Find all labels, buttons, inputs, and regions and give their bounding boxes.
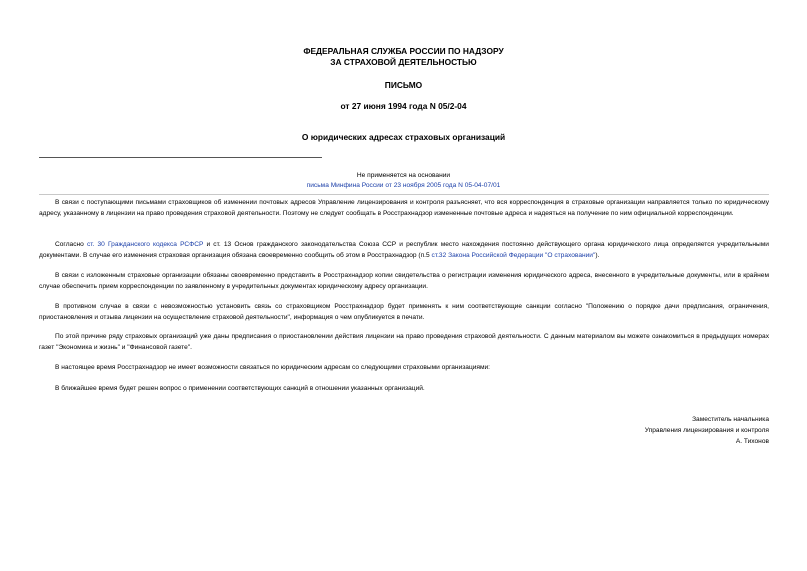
status-note-link[interactable]: письма Минфина России от 23 ноября 2005 года N 05-04-07/01	[306, 182, 501, 189]
paragraph-text: В ближайшее время будет решен вопрос о применении соответствующих санкций в отношении указанных организаций.	[55, 385, 425, 392]
paragraph-text: В связи с изложенным страховые организации обязаны своевременно представить в Росстрахнадзор копии свидетельства о регистрации изменения юридического адреса, внесенного в учредительные документы, или в крайнем случае обеспечить прием корреспонденции по заявленному в учредительных документах юридическому адресу организации.	[39, 272, 769, 290]
paragraph-2-prefix: Согласно	[55, 241, 87, 248]
paragraph-7	[39, 384, 769, 395]
paragraph-1	[39, 198, 769, 219]
signatory-position-line-1: Заместитель начальника	[692, 416, 769, 423]
paragraph-text: По этой причине ряду страховых организаций уже даны предписания о приостановлении действия лицензии на право проведения страховой деятельности. С данным материалом вы можете ознакомиться в предыдущих номерах газет "Экономика и жизнь" и "Финансовой газете".	[39, 333, 769, 351]
document-subject: О юридических адресах страховых организаций	[301, 132, 506, 142]
status-note	[0, 181, 807, 190]
paragraph-4	[39, 302, 769, 323]
document-type: ПИСЬМО	[384, 80, 423, 90]
document-date-number: от 27 июня 1994 года N 05/2-04	[340, 101, 467, 111]
paragraph-text: В связи с поступающими письмами страховщиков об изменении почтовых адресов Управление лицензирования и контроля разъясняет, что вся корреспонденция в страховые организации направляется только по юридическому адресу, указанному в лицензии на право проведения страховой деятельности. Поэтому не следует сообщать в Росстрахнадзор измененные почтовые адреса и надеяться на получение по ним официальной корреспонденции.	[39, 199, 769, 217]
paragraph-2-suffix: ).	[595, 251, 600, 259]
insurance-law-link[interactable]: ст.32 Закона Российской Федерации "О страховании"	[431, 251, 596, 259]
paragraph-text: В противном случае в связи с невозможностью установить связь со страховщиком Росстрахнадзор будет применять к ним соответствующие санкции согласно "Положению о порядке дачи предписания, ограничения, приостановления и отзыва лицензии на осуществление страховой деятельности", информация о чем опубликуется в печати.	[39, 303, 769, 321]
paragraph-2	[39, 240, 769, 261]
authority-line-1: ФЕДЕРАЛЬНАЯ СЛУЖБА РОССИИ ПО НАДЗОРУ	[303, 46, 504, 56]
header-divider	[39, 157, 322, 158]
paragraph-5	[39, 332, 769, 353]
body-divider	[39, 194, 769, 195]
issuing-authority	[0, 46, 807, 68]
paragraph-2-middle: и ст. 13 Основ гражданского законодательства Союза ССР и республик место нахождения постоянно действующего органа юридического лица определяется учредительными документами. В случае его изменения страховая организация обязана своевременно сообщить об этом в Росстрахнадзор (п.5	[39, 241, 769, 259]
signatory-name: А. Тихонов	[735, 438, 769, 445]
status-note-text: Не применяется на основании	[356, 172, 451, 179]
paragraph-3	[39, 271, 769, 292]
signatory-position-line-2: Управления лицензирования и контроля	[644, 427, 769, 434]
paragraph-6	[39, 363, 769, 374]
paragraph-text: В настоящее время Росстрахнадзор не имеет возможности связаться по юридическим адресам со следующими страховыми организациями:	[55, 364, 491, 371]
paragraph-text	[39, 240, 769, 261]
authority-line-2: ЗА СТРАХОВОЙ ДЕЯТЕЛЬНОСТЬЮ	[330, 57, 477, 67]
civil-code-link[interactable]: ст. 30 Гражданского кодекса РСФСР	[86, 241, 204, 248]
